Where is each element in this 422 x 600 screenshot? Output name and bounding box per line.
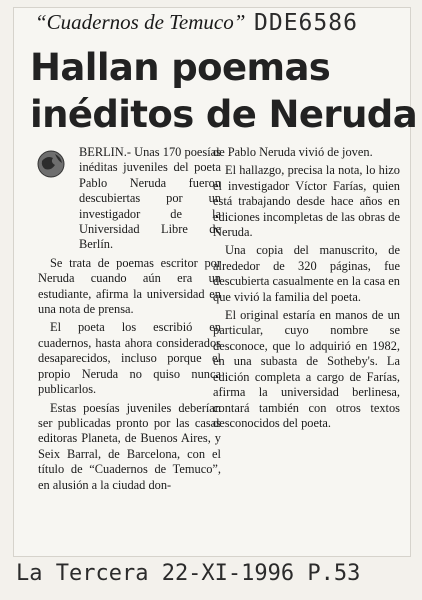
handwritten-archive-code: DDE6586 <box>254 10 358 36</box>
dateline: BERLIN.- <box>79 145 131 159</box>
newspaper-clipping <box>14 8 418 556</box>
article-paragraph: Estas poesías juveniles deberían ser publicadas pronto por las casas editoras Planeta, de Buenos Aires, y Seix Barral, de Barcelona, con el título de “Cuadernos de Temuco”, en alusión a la ciudad don- <box>38 400 221 492</box>
article-paragraph: Una copia del manuscrito, de alrededor de 320 páginas, fue descubierta casualmente en la casa en que vivió la familia del poeta. <box>213 243 400 304</box>
article-paragraph <box>38 145 221 253</box>
article-paragraph: Se trata de poemas escritor por Neruda cuando aún era un estudiante, afirma la universidad en una nota de prensa. <box>38 255 221 317</box>
article-paragraph: de Pablo Neruda vivió de joven. <box>213 145 373 159</box>
handwritten-source-note: La Tercera 22-XI-1996 P.53 <box>16 561 361 586</box>
headline-line-2: inéditos de Neruda <box>30 93 418 136</box>
article-paragraph: El poeta los escribió en cuadernos, hasta ahora considerados desaparecidos, incluso porque el propio Neruda no quiso nunca publicarlos. <box>38 320 221 397</box>
paragraph-text: Unas 170 poesías inéditas juveniles del poeta Pablo Neruda fueron descubiertas por un investigador de la Universidad Libre de Berlín. <box>79 145 221 252</box>
kicker: “Cuadernos de Temuco” <box>35 10 246 34</box>
article-column-right <box>213 145 400 434</box>
article-paragraph: El hallazgo, precisa la nota, lo hizo el investigador Víctor Farías, quien está trabajando desde hace años en ediciones incompletas de las obras de Neruda. <box>213 163 400 240</box>
headline-line-1: Hallan poemas <box>30 46 331 89</box>
article-paragraph: El original estaría en manos de un particular, cuyo nombre se desconoce, que lo adquirió en 1982, en una subasta de Sotheby's. La edición completa a cargo de Farías, afirma la universidad berlinesa, contará también con otros textos desconocidos del poeta. <box>213 308 400 430</box>
headline <box>30 44 417 138</box>
article-column-left <box>38 145 221 496</box>
